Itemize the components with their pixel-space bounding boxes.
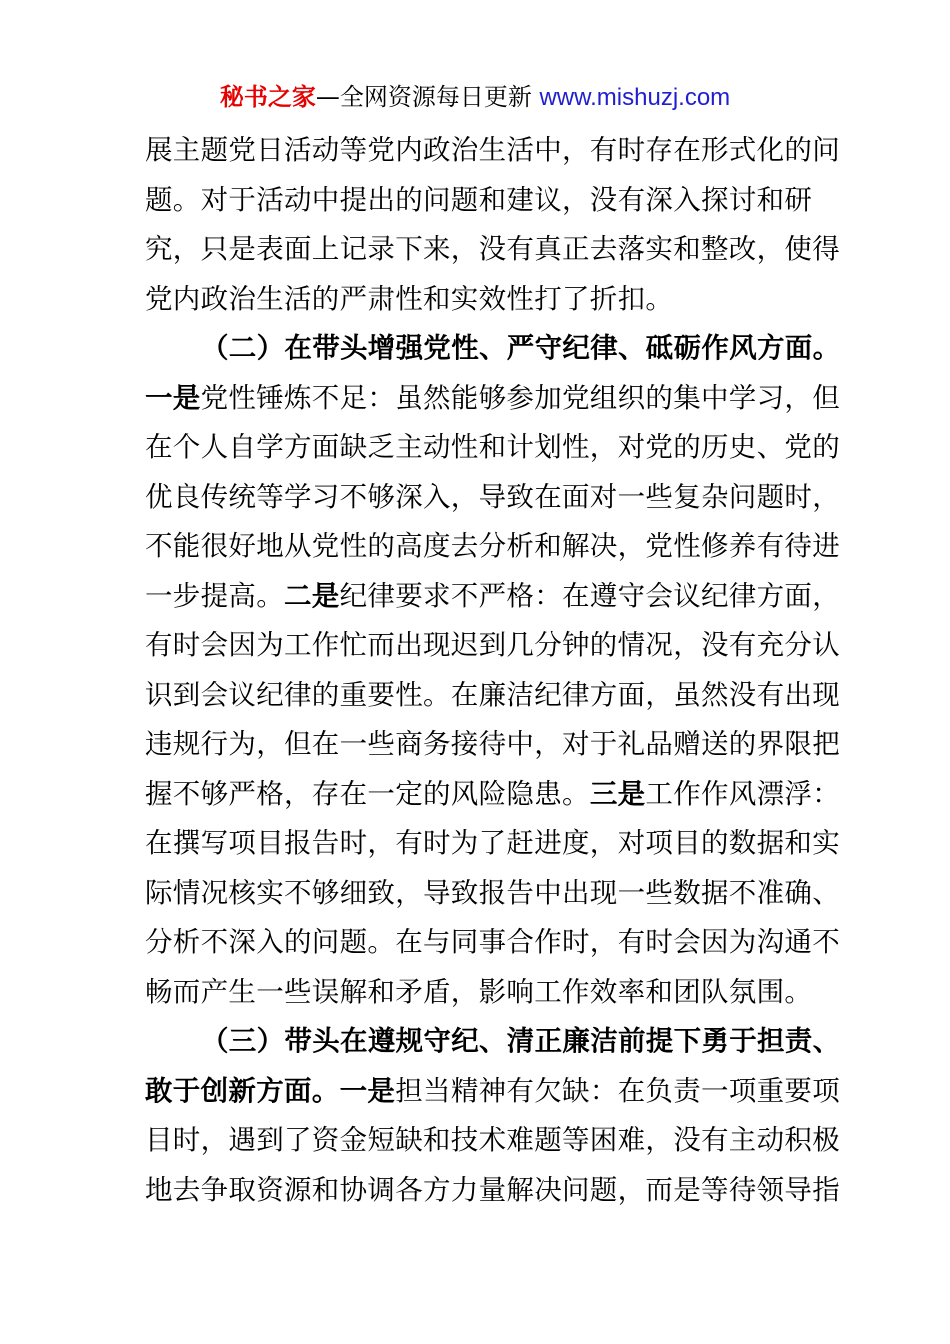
paragraph-line [145, 572, 841, 622]
paragraph-line [145, 1067, 841, 1117]
paragraph-line [145, 918, 840, 968]
paragraph-line [145, 720, 840, 770]
text-run: 目时，遇到了资金短缺和技术难题等困难，没有主动积极 [145, 1124, 840, 1156]
bold-text: （二）在带头增强党性、严守纪律、砥砺作风方面。 [201, 332, 841, 364]
site-url-link[interactable]: www.mishuzj.com [539, 84, 731, 111]
site-tagline: —全网资源每日更新 [315, 83, 540, 111]
bold-text: 一是 [339, 1074, 396, 1107]
paragraph-line [145, 819, 840, 869]
text-run: 在撰写项目报告时，有时为了赶进度，对项目的数据和实 [145, 827, 840, 859]
text-run: 畅而产生一些误解和矛盾，影响工作效率和团队氛围。 [145, 975, 813, 1008]
text-run: 握不够严格，存在一定的风险隐患。 [145, 777, 590, 810]
text-run: 违规行为，但在一些商务接待中，对于礼品赠送的界限把 [145, 728, 840, 760]
text-run: 工作作风漂浮： [645, 777, 841, 810]
text-run: 不能很好地从党性的高度去分析和解决，党性修养有待进 [145, 530, 840, 562]
text-run: 分析不深入的问题。在与同事合作时，有时会因为沟通不 [145, 926, 840, 958]
paragraph-line [145, 1166, 840, 1216]
text-run: 党内政治生活的严肃性和实效性打了折扣。 [145, 282, 674, 315]
paragraph-line [145, 1116, 840, 1166]
text-run: 际情况核实不够细致，导致报告中出现一些数据不准确、 [145, 876, 840, 909]
text-run: 展主题党日活动等党内政治生活中，有时存在形式化的问 [145, 134, 840, 166]
text-run: 有时会因为工作忙而出现迟到几分钟的情况，没有充分认 [145, 629, 840, 661]
bold-text: 三是 [589, 777, 646, 810]
paragraph-line [145, 770, 841, 820]
text-run: 题。对于活动中提出的问题和建议，没有深入探讨和研 [145, 183, 813, 216]
text-run: 一步提高。 [145, 579, 284, 612]
paragraph-line [145, 225, 840, 275]
site-brand: 秘书之家 [219, 83, 316, 111]
bold-text: （三）带头在遵规守纪、清正廉洁前提下勇于担责、 [201, 1025, 841, 1057]
text-run: 在个人自学方面缺乏主动性和计划性，对党的历史、党的 [145, 431, 840, 463]
section-heading-line [145, 1017, 841, 1067]
paragraph-line [145, 522, 840, 572]
text-run: 优良传统等学习不够深入，导致在面对一些复杂问题时， [145, 480, 840, 513]
paragraph-line [145, 374, 841, 424]
site-header [0, 80, 950, 115]
paragraph-line [145, 869, 840, 919]
paragraph-line [145, 621, 840, 671]
text-run: 纪律要求不严格：在遵守会议纪律方面， [339, 579, 841, 612]
bold-text: 二是 [284, 579, 340, 612]
text-run: 担当精神有欠缺：在负责一项重要项 [395, 1074, 841, 1107]
paragraph-line [145, 126, 840, 176]
bold-text: 一是 [145, 381, 201, 414]
paragraph-line [145, 671, 840, 721]
paragraph-line [145, 423, 840, 473]
bold-text: 敢于创新方面。 [145, 1074, 340, 1107]
document-body [145, 126, 841, 1215]
text-run: 识到会议纪律的重要性。在廉洁纪律方面，虽然没有出现 [145, 678, 840, 711]
paragraph-line [145, 473, 840, 523]
paragraph-line [145, 176, 813, 226]
paragraph-line [145, 968, 813, 1018]
text-run: 究，只是表面上记录下来，没有真正去落实和整改，使得 [145, 233, 840, 265]
paragraph-line [145, 275, 807, 325]
section-heading-line [145, 324, 841, 374]
text-run: 党性锤炼不足：虽然能够参加党组织的集中学习，但 [200, 381, 841, 414]
text-run: 地去争取资源和协调各方力量解决问题，而是等待领导指 [145, 1173, 840, 1206]
